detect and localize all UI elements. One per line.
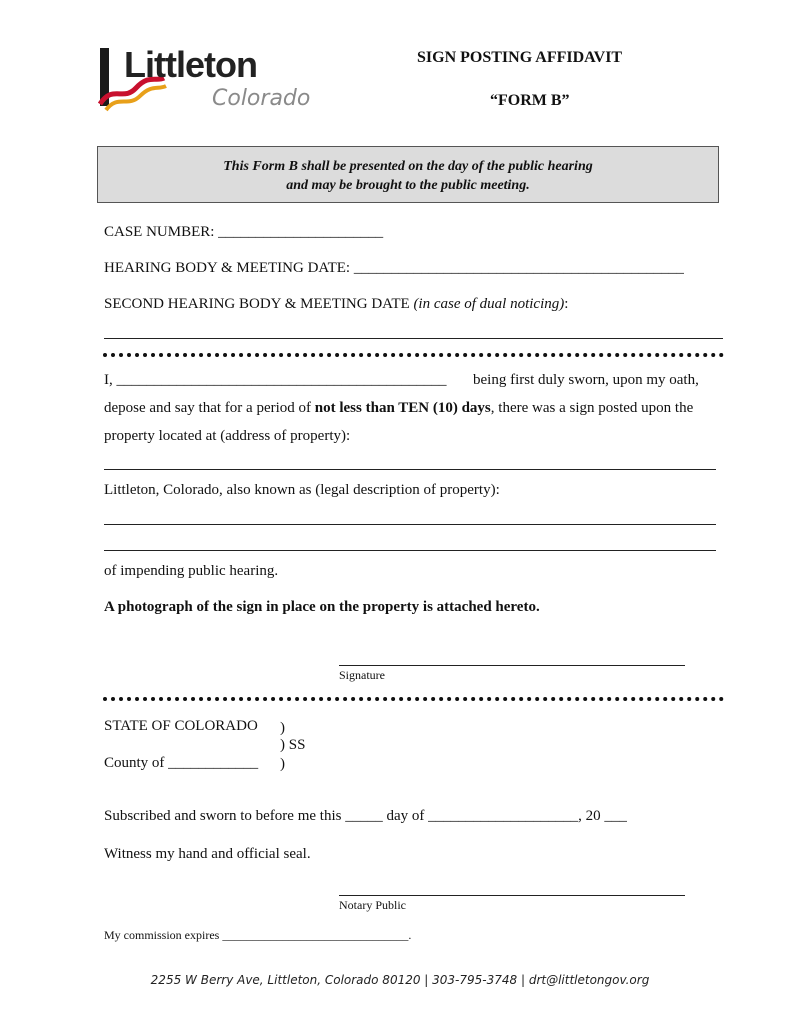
county-field[interactable]: County of ____________: [104, 755, 259, 771]
state-label: STATE OF COLORADO: [104, 718, 258, 734]
photo-statement: A photograph of the sign in place on the property is attached hereto.: [104, 599, 540, 615]
legal-description-label: Littleton, Colorado, also known as (legal description of property):: [104, 482, 500, 498]
second-hearing-label: [104, 295, 568, 313]
address-line[interactable]: [104, 469, 716, 470]
depose-prefix: depose and say that for a period of: [104, 400, 315, 416]
hearing-body-field[interactable]: HEARING BODY & MEETING DATE: ____________________________________________: [104, 260, 684, 276]
littleton-logo: [98, 44, 313, 119]
ss-label: ) SS: [280, 737, 306, 753]
depose-duration: not less than TEN (10) days: [314, 400, 491, 416]
affiant-name-field[interactable]: I, ____________________________________________: [104, 372, 447, 388]
signature-line[interactable]: [339, 665, 685, 666]
affiant-oath-text: being first duly sworn, upon my oath,: [473, 372, 699, 388]
depose-text: [104, 399, 693, 417]
footer-contact: 2255 W Berry Ave, Littleton, Colorado 80120 | 303-795-3748 | drt@littletongov.org: [150, 973, 650, 987]
logo-name: Littleton: [124, 44, 257, 85]
subscribed-field[interactable]: Subscribed and sworn to before me this _____ day of ____________________, 20 ___: [104, 808, 627, 824]
depose-suffix: , there was a sign posted upon the: [490, 400, 694, 416]
bracket-1: ): [280, 720, 285, 736]
commission-expires-field[interactable]: My commission expires _______________________________.: [104, 928, 412, 942]
witness-text: Witness my hand and official seal.: [104, 846, 311, 862]
second-hearing-line[interactable]: [104, 338, 723, 339]
notary-public-label: Notary Public: [339, 898, 406, 912]
notice-box: [97, 146, 719, 203]
legal-line-1[interactable]: [104, 524, 716, 525]
section-divider: [103, 353, 724, 357]
section-divider-2: [103, 697, 724, 701]
notice-line-1: This Form B shall be presented on the day of the public hearing: [223, 159, 593, 174]
bracket-3: ): [280, 756, 285, 772]
case-number-field[interactable]: CASE NUMBER: ______________________: [104, 224, 384, 240]
logo-subtitle: Colorado: [212, 86, 311, 111]
second-hearing-colon: :: [564, 296, 569, 312]
second-hearing-note: (in case of dual noticing): [413, 296, 565, 312]
notary-signature-line[interactable]: [339, 895, 685, 896]
second-hearing-text: SECOND HEARING BODY & MEETING DATE: [104, 296, 410, 312]
legal-line-2[interactable]: [104, 550, 716, 551]
form-label: “FORM B”: [490, 92, 570, 109]
form-title: SIGN POSTING AFFIDAVIT: [417, 49, 623, 66]
signature-label: Signature: [339, 668, 385, 682]
property-label: property located at (address of property):: [104, 428, 351, 444]
impending-hearing-text: of impending public hearing.: [104, 563, 279, 579]
notice-line-2: and may be brought to the public meeting.: [286, 178, 530, 193]
